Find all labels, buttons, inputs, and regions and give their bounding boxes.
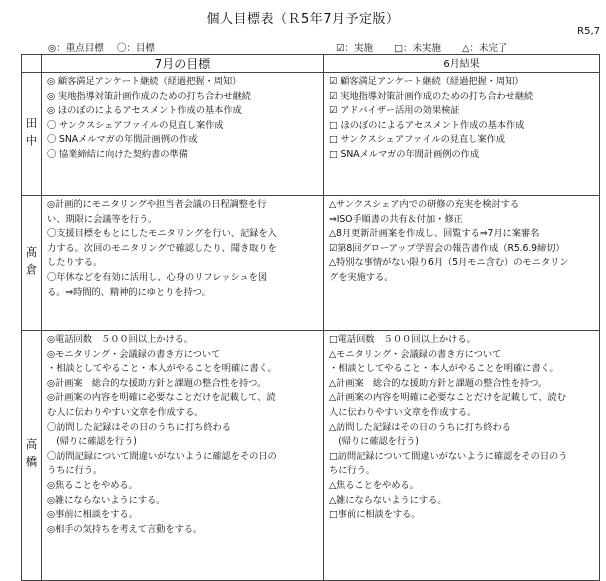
goal-line: ◎計画案の内容を明確に必要なことだけを記載して、読 bbox=[47, 392, 276, 404]
result-line: (帰りに確認を行う) bbox=[329, 436, 419, 448]
result-line: △モニタリング・会議録の書き方について bbox=[329, 348, 502, 360]
result-cell bbox=[324, 331, 600, 581]
goal-line: ◎焦ることをやめる。 bbox=[47, 479, 138, 491]
goal-line: ◎ ほのぼのによるアセスメント作成の基本作成 bbox=[47, 105, 242, 117]
goal-line: ◎ 顧客満足アンケート継続（経過把握・周知） bbox=[47, 76, 242, 87]
result-legend bbox=[336, 40, 507, 54]
table-header-row bbox=[22, 55, 600, 73]
staff-name-cell bbox=[22, 331, 42, 581]
staff-name: 田中 bbox=[24, 116, 39, 152]
result-line: ちに行う。 bbox=[329, 465, 375, 477]
goal-line: ◎雑にならないようにする。 bbox=[47, 494, 166, 506]
document-date: R5,7 bbox=[577, 26, 600, 37]
result-line: □訪問記録について間違いがないように確認をその日のう bbox=[329, 450, 568, 462]
goals-table bbox=[21, 54, 600, 581]
table-row bbox=[22, 196, 600, 331]
goal-line: ◎モニタリング・会議録の書き方について bbox=[47, 348, 221, 360]
goal-line: 〇年休などを有効に活用し、心身のリフレッシュを図 bbox=[47, 271, 268, 283]
goal-line: 〇訪問した記録はその日のうちに打ち終わる bbox=[47, 421, 231, 433]
goal-line: ◎相手の気持ちを考えて言動をする。 bbox=[47, 523, 203, 535]
goal-cell bbox=[42, 73, 324, 196]
goal-line: 〇訪問記録について間違いがないように確認をその日の bbox=[47, 450, 277, 462]
header-name-cell bbox=[22, 55, 42, 73]
result-line: ☑ 顧客満足アンケート継続（経過把握・周知） bbox=[329, 76, 524, 87]
goal-line: い、期限に会議等を行う。 bbox=[47, 213, 158, 225]
result-cell bbox=[324, 196, 600, 331]
result-line: ☑ 実地指導対策計画作成のための打ち合わせ継続 bbox=[329, 90, 534, 102]
goal-line: ◎事前に相談をする。 bbox=[47, 509, 138, 521]
goal-line: む人に伝わりやすい文章を作成する。 bbox=[47, 406, 204, 418]
goal-line: うちに行う。 bbox=[47, 465, 103, 477]
goal-line: 〇 サンクスシェアファイルの見直し案作成 bbox=[47, 119, 224, 131]
legend-done: ☑：実施 bbox=[336, 43, 374, 54]
result-line: △8月更新計画案を作成し、回覧する⇒7月に案審名 bbox=[329, 228, 540, 240]
goal-line: 〇支援目標をもとにしたモニタリングを行い、記録を入 bbox=[47, 228, 277, 240]
staff-name: 髙倉 bbox=[24, 245, 39, 281]
legend-priority-goal: ◎：重点目標 bbox=[48, 43, 104, 54]
goal-line: ◎計画的にモニタリングや担当者会議の日程調整を行 bbox=[47, 199, 267, 210]
goal-line: 〇 SNAメルマガの年間計画例の作成 bbox=[47, 134, 198, 146]
goal-line: (帰りに確認を行う) bbox=[47, 436, 137, 448]
table-row bbox=[22, 331, 600, 581]
goal-legend bbox=[48, 40, 155, 54]
result-line: △訪問した記録はその日のうちに打ち終わる bbox=[329, 421, 511, 433]
result-line: △計画案 総合的な援助方針と課題の整合性を持つ。 bbox=[329, 377, 548, 389]
result-line: □ ほのぼのによるアセスメント作成の基本作成 bbox=[329, 119, 525, 131]
result-cell bbox=[324, 73, 600, 196]
result-line: □電話回数 ５００回以上かける。 bbox=[329, 334, 476, 345]
table-row bbox=[22, 73, 600, 196]
goal-cell bbox=[42, 331, 324, 581]
staff-name: 高橋 bbox=[24, 438, 39, 473]
result-line: ・相談としてやること・本人がやることを明確に書く。 bbox=[329, 363, 559, 375]
result-line: 人に伝わりやすい文章を作成する。 bbox=[329, 406, 477, 418]
goal-line: る。⇒時間的、精神的にゆとりを持つ。 bbox=[47, 286, 211, 298]
result-line: △焦ることをやめる。 bbox=[329, 479, 419, 491]
legend-incomplete: △：未完了 bbox=[462, 43, 508, 54]
header-result: 6月結果 bbox=[324, 55, 600, 73]
result-line: △特別な事情がない限り6月（5月モニ含む）のモニタリン bbox=[329, 257, 569, 269]
goal-line: ◎電話回数 ５００回以上かける。 bbox=[47, 334, 193, 345]
result-line: ☑ アドバイザー活用の効果検証 bbox=[329, 105, 460, 117]
result-line: □事前に相談をする。 bbox=[329, 509, 421, 521]
result-line: □ SNAメルマガの年間計画例の作成 bbox=[329, 148, 480, 160]
result-line: ⇒ISO手順書の共有＆付加・修正 bbox=[329, 213, 463, 225]
page-title: 個人目標表（Ｒ5年7月予定版） bbox=[206, 12, 400, 27]
result-line: △サンクスシェア内での研修の充実を検討する bbox=[329, 199, 520, 210]
staff-name-cell bbox=[22, 73, 42, 196]
legend-not-done: □：未実施 bbox=[394, 43, 442, 54]
goal-line: ・相談としてやること・本人がやることを明確に書く。 bbox=[47, 363, 277, 375]
goal-line: 力する。次回のモニタリングで確認したり、聞き取りを bbox=[47, 242, 277, 254]
staff-name-cell bbox=[22, 196, 42, 331]
goal-line: ◎計画案 総合的な援助方針と課題の整合性を持つ。 bbox=[47, 377, 267, 389]
goal-cell bbox=[42, 196, 324, 331]
result-line: △計画案の内容を明確に必要なことだけを記載して、読む bbox=[329, 392, 566, 404]
result-line: △雑にならないようにする。 bbox=[329, 494, 447, 506]
result-line: □ サンクスシェアファイルの見直し案作成 bbox=[329, 134, 505, 146]
header-goal: 7月の目標 bbox=[42, 55, 324, 73]
legend-goal: 〇：目標 bbox=[116, 43, 155, 54]
result-line: ☑第8回グローアップ学習会の報告書作成（R5.6.9締切） bbox=[329, 242, 565, 254]
result-line: グを実施する。 bbox=[329, 271, 394, 283]
goal-line: ◎ 実地指導対策計画作成のための打ち合わせ継続 bbox=[47, 90, 252, 102]
goal-line: したりする。 bbox=[47, 257, 103, 269]
goal-line: 〇 協業締結に向けた契約書の準備 bbox=[47, 148, 188, 160]
